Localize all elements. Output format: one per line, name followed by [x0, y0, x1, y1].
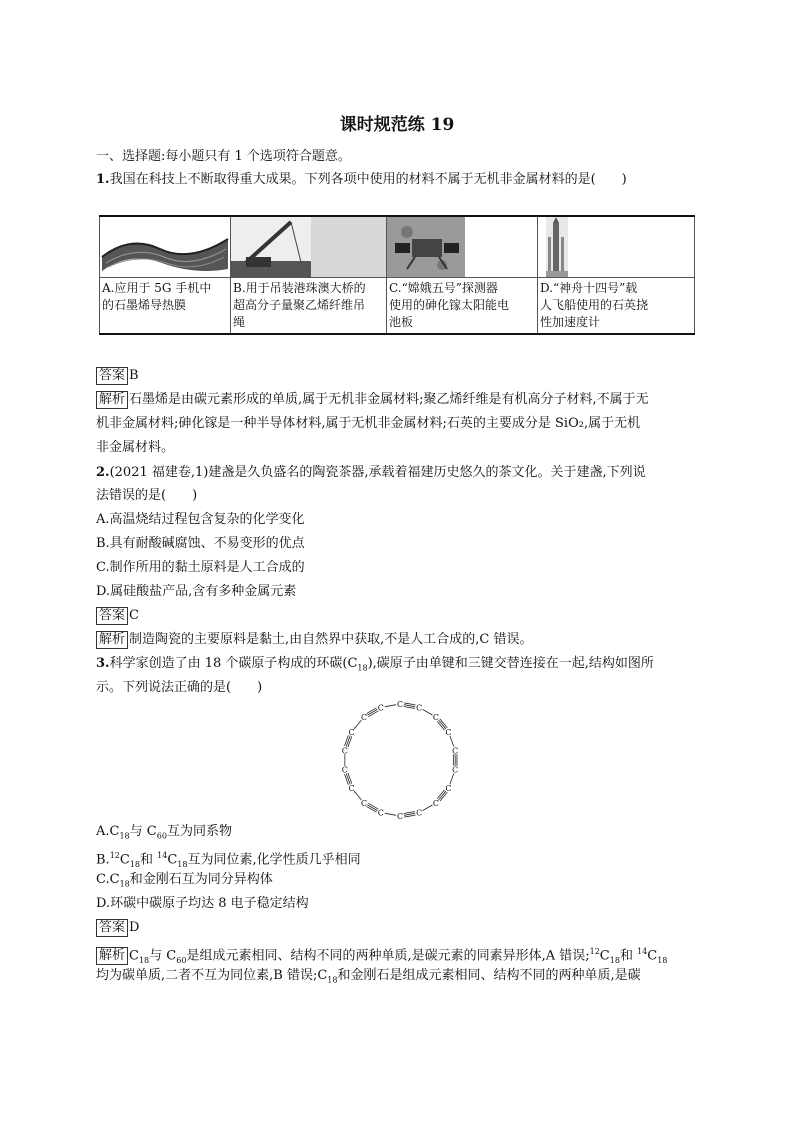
q1-answer: [96, 366, 139, 386]
moon-lander-image: [387, 217, 537, 277]
q1-stem: [96, 170, 627, 190]
q1-option-c-image-cell: [387, 216, 538, 278]
rocket-launch-image: [538, 217, 694, 277]
q3-analysis-line-1: 解析 $C_{18}$与 $C_{60}$是组成元素相同、结构不同的两种单质,是碳元素的同素异形体,A 错误$;^{12}C_{18}$和 $^{14}C_{18}$: [96, 942, 667, 971]
q3-option-c: $C.C_{18}$和金刚石互为同分异构体: [96, 872, 273, 889]
q3-stem-line-2: 示。下列说法正确的是( ): [96, 680, 263, 695]
q3-analysis-line-2: 均为碳单质,二者不互为同位素,B 错误$;C_{18}$和金刚石是组成元素相同、结构不同的两种单质,是碳: [96, 968, 641, 985]
q1-analysis-line-3: 非金属材料。: [96, 440, 175, 455]
analysis-tag: 解析: [96, 947, 128, 965]
q1-text-row: [100, 278, 695, 335]
q1-option-c: C.“嫦娥五号”探测器 使用的砷化镓太阳能电 池板: [387, 278, 538, 335]
carbon-atom-label: C: [360, 798, 368, 808]
single-bond: [423, 709, 433, 715]
q2-analysis: 解析 制造陶瓷的主要原料是黏土,由自然界中获取,不是人工合成的,C 错误。: [96, 630, 533, 650]
page-title: 课时规范练 19: [339, 115, 455, 135]
triple-bond: [404, 706, 415, 708]
q1-option-b: B.用于吊装港珠澳大桥的 超高分子量聚乙烯纤维吊 绳: [231, 278, 387, 335]
q2-option-c: C.制作所用的黏土原料是人工合成的: [96, 560, 305, 575]
answer-tag: 答案: [96, 919, 128, 937]
q1-option-a-image-cell: [100, 216, 231, 278]
q1-options-table: [99, 215, 695, 335]
bridge-crane-image: [231, 217, 386, 277]
q1-option-d-image-cell: [538, 216, 695, 278]
q3-option-b: $B.^{12}C_{18}$和 $^{14}C_{18}$互为同位素,化学性质几乎相同: [96, 851, 361, 869]
q2-stem-line-2: 法错误的是( ): [96, 488, 198, 503]
q3-answer-value: D: [129, 920, 140, 935]
single-bond: [385, 705, 396, 707]
carbon-atom-label: C: [416, 703, 423, 713]
q2-answer: [96, 606, 139, 626]
single-bond: [385, 813, 396, 815]
carbon-atom-label: C: [452, 746, 459, 756]
triple-bond: [404, 815, 415, 817]
carbon-atom-label: C: [377, 808, 384, 818]
q1-option-d: D.“神舟十四号”载 人飞船使用的石英挠 性加速度计: [538, 278, 695, 335]
q2-option-d: D.属硅酸盐产品,含有多种金属元素: [96, 584, 297, 599]
triple-bond: [346, 773, 350, 784]
q1-answer-value: B: [129, 368, 139, 383]
q1-analysis-line-2: 机非金属材料;砷化镓是一种半导体材料,属于无机非金属材料;石英的主要成分是 SiO₂,属于无机: [96, 416, 641, 431]
triple-bond: [404, 812, 415, 814]
cyclo-c18-structure-diagram: [330, 698, 470, 828]
carbon-atom-label: C: [452, 765, 459, 775]
carbon-atom-label: C: [360, 713, 368, 723]
q3-option-d: D.环碳中碳原子均达 8 电子稳定结构: [96, 896, 309, 911]
q2-stem-line-1: 2.(2021 福建卷,1)建盏是久负盛名的陶瓷茶器,承载着福建历史悠久的茶文化。关于建盏,下列说: [96, 465, 646, 480]
triple-bond: [404, 703, 415, 705]
single-bond: [423, 805, 433, 811]
q2-option-b: B.具有耐酸碱腐蚀、不易变形的优点: [96, 536, 305, 551]
carbon-atom-label: C: [341, 746, 348, 756]
q3-number: 3.: [96, 656, 110, 671]
carbon-atom-label: C: [445, 784, 452, 793]
carbon-atom-label: C: [396, 700, 404, 709]
analysis-tag: 解析: [96, 631, 128, 649]
carbon-atom-label: C: [348, 728, 355, 737]
triple-bond: [404, 705, 415, 707]
q3-option-a: $A.C_{18}$与 $C_{60}$互为同系物: [96, 824, 232, 841]
q1-image-row: [100, 216, 695, 278]
q3-answer: [96, 918, 139, 938]
graphene-sheet-image: [100, 217, 230, 277]
q1-analysis-line-1: 解析 石墨烯是由碳元素形成的单质,属于无机非金属材料;聚乙烯纤维是有机高分子材料,不属于无: [96, 390, 649, 410]
q2-number: 2.: [96, 465, 110, 480]
carbon-atom-label: C: [445, 728, 452, 737]
q1-stem-text: 我国在科技上不断取得重大成果。下列各项中使用的材料不属于无机非金属材料的是( ): [109, 172, 627, 187]
carbon-atom-label: C: [416, 808, 423, 818]
carbon-atom-label: C: [396, 812, 404, 821]
triple-bond: [346, 736, 350, 747]
carbon-atom-label: C: [341, 765, 348, 775]
q1-option-b-image-cell: [231, 216, 387, 278]
carbon-atom-label: C: [348, 784, 355, 793]
triple-bond: [404, 813, 415, 815]
q2-option-a: A.高温烧结过程包含复杂的化学变化: [96, 512, 305, 527]
carbon-ring: [342, 700, 458, 821]
carbon-atom-label: C: [377, 703, 384, 713]
q1-number: 1.: [96, 172, 110, 187]
triple-bond: [348, 773, 352, 784]
single-bond: [450, 736, 454, 747]
analysis-tag: 解析: [96, 391, 128, 409]
q1-option-a: A.应用于 5G 手机中 的石墨烯导热膜: [100, 278, 231, 335]
carbon-atom-label: C: [432, 798, 440, 808]
answer-tag: 答案: [96, 607, 128, 625]
single-bond: [450, 773, 454, 784]
answer-tag: 答案: [96, 367, 128, 385]
carbon-atom-label: C: [432, 713, 440, 723]
q2-answer-value: C: [129, 608, 139, 623]
q3-stem-line-1: 3.科学家创造了由 18 个碳原子构成的环碳$(C_{18})$,碳原子由单键和三键交替连接在一起,结构如图所: [96, 656, 654, 673]
triple-bond: [348, 736, 352, 747]
section-heading: 一、选择题:每小题只有 1 个选项符合题意。: [96, 149, 351, 164]
